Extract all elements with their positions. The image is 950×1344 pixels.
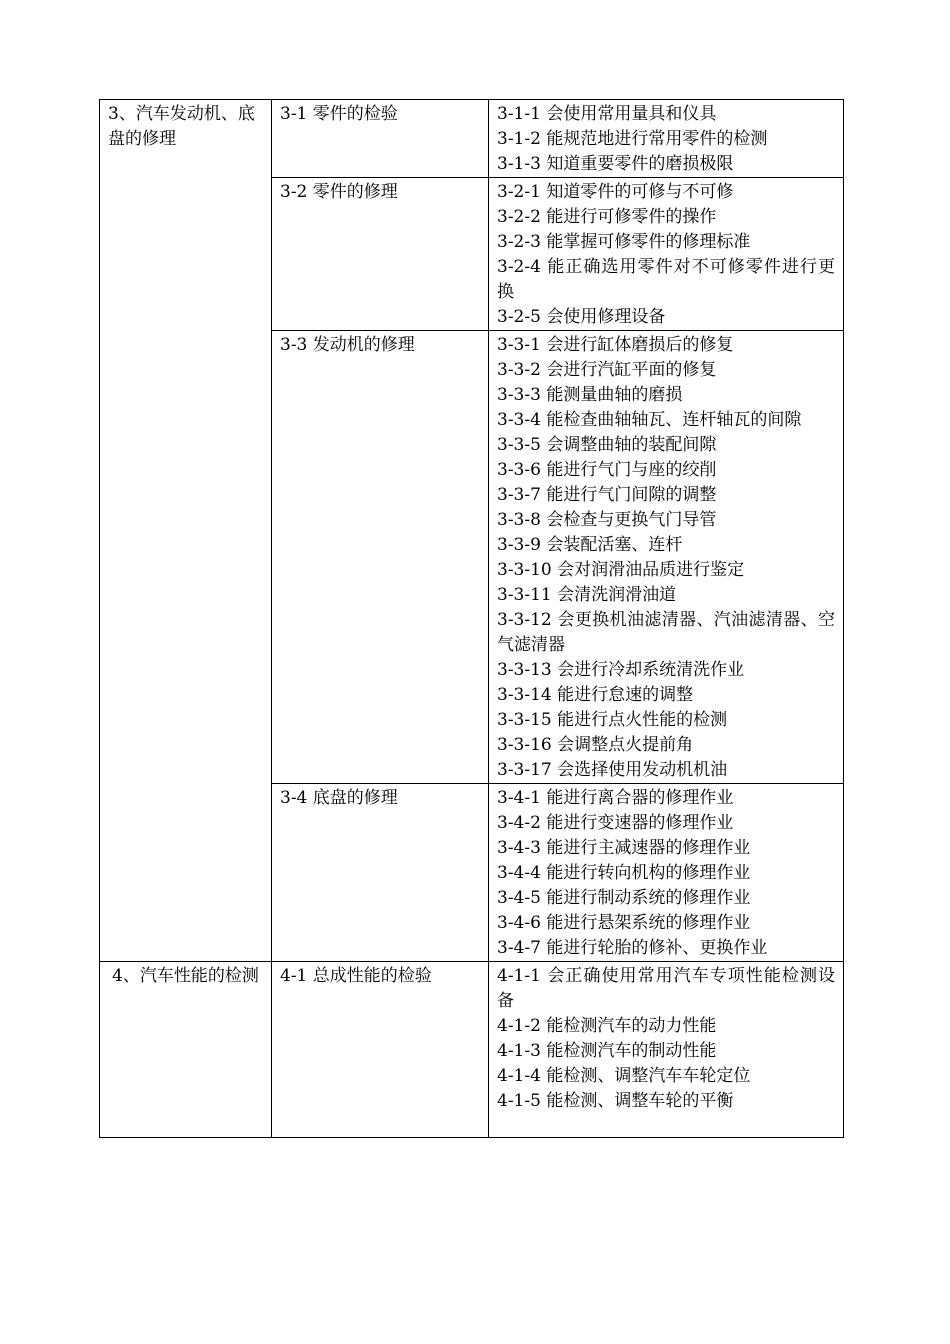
list-item: 3-3-5 会调整曲轴的装配间隙 <box>497 435 717 455</box>
list-item: 3-3-6 能进行气门与座的绞削 <box>497 460 717 480</box>
list-item: 3-4-6 能进行悬架系统的修理作业 <box>497 913 751 933</box>
list-item: 3-2-1 知道零件的可修与不可修 <box>497 182 734 202</box>
table-row <box>100 100 844 178</box>
subsection-cell <box>272 178 489 331</box>
list-item: 3-3-10 会对润滑油品质进行鉴定 <box>497 560 745 580</box>
items-cell <box>489 178 844 331</box>
curriculum-table <box>99 99 844 1138</box>
subsection-cell <box>272 100 489 178</box>
list-item: 3-3-2 会进行汽缸平面的修复 <box>497 360 717 380</box>
list-item: 4-1-3 能检测汽车的制动性能 <box>497 1041 717 1061</box>
subsection-title: 3-2 零件的修理 <box>280 182 398 202</box>
subsection-title: 3-1 零件的检验 <box>280 104 398 124</box>
list-item: 3-3-13 会进行冷却系统清洗作业 <box>497 660 745 680</box>
subsection-cell <box>272 331 489 784</box>
list-item: 4-1-4 能检测、调整汽车车轮定位 <box>497 1066 751 1086</box>
subsection-title: 3-3 发动机的修理 <box>280 335 415 355</box>
items-cell <box>489 100 844 178</box>
list-item: 3-3-3 能测量曲轴的磨损 <box>497 385 683 405</box>
table-row <box>100 962 844 1138</box>
list-item: 3-4-4 能进行转向机构的修理作业 <box>497 863 751 883</box>
list-item: 3-3-1 会进行缸体磨损后的修复 <box>497 335 734 355</box>
items-cell <box>489 331 844 784</box>
list-item: 3-4-2 能进行变速器的修理作业 <box>497 813 734 833</box>
subsection-title: 3-4 底盘的修理 <box>280 788 398 808</box>
category-label: 3、汽车发动机、底盘的修理 <box>108 104 255 149</box>
list-item: 3-4-3 能进行主减速器的修理作业 <box>497 838 751 858</box>
items-cell <box>489 962 844 1138</box>
list-item: 3-4-1 能进行离合器的修理作业 <box>497 788 734 808</box>
list-item: 3-3-9 会装配活塞、连杆 <box>497 535 683 555</box>
list-item: 3-3-12 会更换机油滤清器、汽油滤清器、空气滤清器 <box>497 610 835 655</box>
list-item: 3-3-17 会选择使用发动机机油 <box>497 760 728 780</box>
category-cell <box>100 962 272 1138</box>
list-item: 3-3-15 能进行点火性能的检测 <box>497 710 728 730</box>
list-item: 3-3-4 能检查曲轴轴瓦、连杆轴瓦的间隙 <box>497 410 802 430</box>
items-cell <box>489 784 844 962</box>
category-cell <box>100 100 272 962</box>
list-item: 3-3-11 会清洗润滑油道 <box>497 585 677 605</box>
subsection-cell <box>272 962 489 1138</box>
list-item: 3-4-7 能进行轮胎的修补、更换作业 <box>497 938 768 958</box>
list-item: 3-3-8 会检查与更换气门导管 <box>497 510 717 530</box>
list-item: 3-3-14 能进行怠速的调整 <box>497 685 694 705</box>
list-item: 3-3-7 能进行气门间隙的调整 <box>497 485 717 505</box>
list-item: 3-2-4 能正确选用零件对不可修零件进行更换 <box>497 257 835 302</box>
list-item: 4-1-5 能检测、调整车轮的平衡 <box>497 1091 734 1111</box>
list-item: 3-3-16 会调整点火提前角 <box>497 735 694 755</box>
list-item: 3-1-1 会使用常用量具和仪具 <box>497 104 717 124</box>
list-item: 4-1-1 会正确使用常用汽车专项性能检测设备 <box>497 966 835 1011</box>
category-label: 4、汽车性能的检测 <box>112 966 259 986</box>
list-item: 3-4-5 能进行制动系统的修理作业 <box>497 888 751 908</box>
list-item: 3-2-3 能掌握可修零件的修理标准 <box>497 232 751 252</box>
subsection-title: 4-1 总成性能的检验 <box>280 966 432 986</box>
list-item: 3-1-2 能规范地进行常用零件的检测 <box>497 129 768 149</box>
subsection-cell <box>272 784 489 962</box>
list-item: 4-1-2 能检测汽车的动力性能 <box>497 1016 717 1036</box>
list-item: 3-1-3 知道重要零件的磨损极限 <box>497 154 734 174</box>
list-item: 3-2-5 会使用修理设备 <box>497 307 666 327</box>
list-item: 3-2-2 能进行可修零件的操作 <box>497 207 717 227</box>
